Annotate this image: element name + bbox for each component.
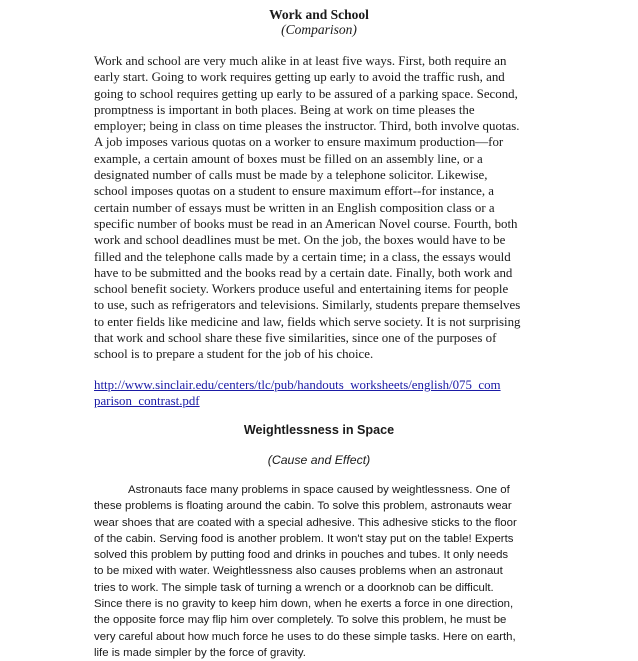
essay2-line: very careful about how much force he uses to do these simple tasks. Here on earth, [94,630,516,643]
essay2-line: the opposite force may flip him over completely. To solve this problem, he must be [94,614,507,627]
essay1-line: school is to prepare a student for the job of his choice. [94,347,374,362]
essay1-line: early start. Going to work requires getting up early to avoid the traffic rush, and [94,70,505,85]
essay1-line: going to school requires getting up early to be assured of a parking space. Second, [94,86,518,101]
essay1-line: employer; being in class on time pleases the instructor. Third, both involve quotas. [94,119,520,134]
essay1-body [94,53,564,363]
essay2-title: Weightlessness in Space [243,423,395,437]
essay1-line: A job imposes various quotas on a worker to ensure maximum production—for [94,135,504,150]
essay1-line: example, a certain amount of boxes must be filled on an assembly line, or a [94,151,483,166]
essay2-line: these problems is floating around the cabin. To solve this problem, astronauts wear [94,500,512,513]
essay1-line: to use, such as refrigerators and televisions. Similarly, students prepare themselves [94,298,521,313]
essay2-line: to be mixed with water. Weightlessness also causes problems when an astronaut [94,565,503,578]
essay2-line: Astronauts face many problems in space caused by weightlessness. One of [128,484,510,496]
essay1-line: specific number of books must be read in an American Novel course. Fourth, both [94,216,518,231]
essay1-line: work and school deadlines must be met. On the job, the boxes would have to be [94,233,506,248]
essay1-subtitle: (Comparison) [281,22,357,37]
source-link-line[interactable]: parison_contrast.pdf [94,394,200,409]
essay1-line: to enter fields like medicine and law, fields which serve society. It is not surprising [94,314,521,329]
essay2-line: of the cabin. Serving food is another problem. It won't stay put on the table! Experts [94,532,514,545]
essay2-line: life is made simpler by the force of gravity. [94,646,306,659]
essay1-line: school imposes quotas on a student to ensure maximum effort--for instance, a [94,184,494,199]
essay2-line: Since there is no gravity to keep him down, when he exerts a force in one direction, [94,598,514,611]
essay1-line: filled and the telephone calls made by a certain time; in a class, the essays would [94,249,511,264]
source-link-line[interactable]: http://www.sinclair.edu/centers/tlc/pub/handouts_worksheets/english/075_com [94,378,501,392]
essay2-line: solved this problem by putting food and drinks in pouches and tubes. It only needs [94,549,509,562]
essay1-line: Work and school are very much alike in at least five ways. First, both require an [94,54,507,68]
essay1-line: school benefit society. Workers produce useful and entertaining items for people [94,282,509,297]
essay2-body [94,482,517,661]
essay1-line: that work and school share these five similarities, since one of the purposes of [94,331,497,346]
essay1-line: have to be submitted and the books read by a certain date. Finally, both work and [94,265,513,280]
essay1-line: certain number of essays must be written in an English composition class or a [94,200,495,215]
essay1-line: designated number of calls must be made by a telephone solicitor. Likewise, [94,168,488,183]
essay2-line: wear shoes that are coated with a special adhesive. This adhesive sticks to the floor [94,516,517,529]
essay2-subtitle: (Cause and Effect) [267,453,371,467]
essay1-line: promptness is important in both places. Being at work on time pleases the [94,102,475,117]
essay2-line: tries to work. The simple task of turning a wrench or a doorknob can be difficult. [94,581,494,594]
essay1-title: Work and School [269,7,369,22]
source-link[interactable] [94,377,501,410]
